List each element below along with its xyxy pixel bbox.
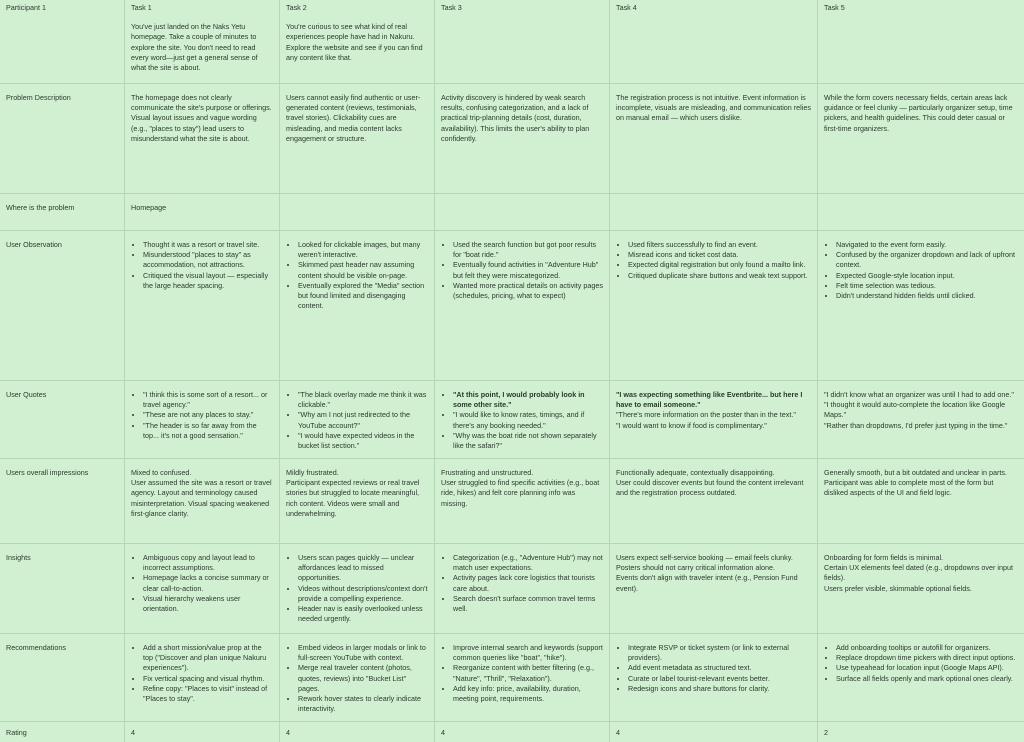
quote-line: "I thought it would auto-complete the location like Google Maps." <box>824 400 1006 420</box>
list-item: • Misunderstood "places to stay" as accommodation, not attractions. <box>143 250 273 270</box>
rating-value: 4 <box>125 722 280 742</box>
task-4-label: Task 4 <box>616 3 637 12</box>
list-item: • Expected digital registration but only found a mailto link. <box>628 260 811 270</box>
rating-value: 2 <box>824 728 828 737</box>
impressions-cell <box>125 459 280 543</box>
observation-cell <box>125 231 280 380</box>
row-label-observation: User Observation <box>0 231 125 380</box>
observation-cell <box>610 231 818 380</box>
list-item: • Misread icons and ticket cost data. <box>628 250 811 260</box>
list-item: • Looked for clickable images, but many weren't interactive. <box>298 240 428 260</box>
list-item: • Surface all fields openly and mark optional ones clearly. <box>836 674 1018 684</box>
row-label-quotes: User Quotes <box>0 381 125 458</box>
insights-cell <box>280 544 435 633</box>
list-item: • Add event metadata as structured text. <box>628 663 811 673</box>
task-2-prompt: You're curious to see what kind of real experiences people have had in Nakuru. Explore the website and see if you can find any content like that. <box>286 22 423 62</box>
insight-line: Certain UX elements feel dated (e.g., dropdowns over input fields). <box>824 563 1013 583</box>
task-1-header <box>125 0 280 83</box>
quote-line: "I would want to know if food is complimentary." <box>616 420 767 430</box>
task-2-label: Task 2 <box>286 3 307 12</box>
impression-summary: Frustrating and unstructured. <box>441 468 534 477</box>
list-item: • Used filters successfully to find an event. <box>628 240 811 250</box>
where-cell <box>610 194 818 230</box>
list-item: • Integrate RSVP or ticket system (or link to external providers). <box>628 643 811 663</box>
where-cell: Homepage <box>125 194 280 230</box>
quote-line: "Rather than dropdowns, I'd prefer just typing in the time." <box>824 420 1008 430</box>
rating-row <box>0 722 1024 742</box>
list-item: • Header nav is easily overlooked unless needed urgently. <box>298 604 428 624</box>
list-item: • Eventually found activities in "Adventure Hub" but felt they were miscategorized. <box>453 260 603 280</box>
insight-line: Onboarding for form fields is minimal. <box>824 553 944 562</box>
task-2-header <box>280 0 435 83</box>
impressions-cell <box>818 459 1024 543</box>
list-item: • Thought it was a resort or travel site. <box>143 240 273 250</box>
row-label-insights: Insights <box>0 544 125 633</box>
list-item: • Confused by the organizer dropdown and lack of upfront context. <box>836 250 1018 270</box>
impression-detail: User assumed the site was a resort or travel agency. Layout and terminology caused misinterpretation. Visual spacing weakened first-glance clarity. <box>131 478 272 518</box>
insight-line: Posters should not carry critical information alone. <box>616 563 775 573</box>
list-item: • Use typeahead for location input (Google Maps API). <box>836 663 1018 673</box>
impression-detail: User could discover events but found the content irrelevant and the registration process outdated. <box>616 478 804 498</box>
list-item: • Fix vertical spacing and visual rhythm. <box>143 674 273 684</box>
problem-cell: Activity discovery is hindered by weak search results, confusing categorization, and a lack of practical trip-planning details (cost, duration, availability). This limits the user's ability to plan confidently. <box>435 84 610 193</box>
list-item: • Add a short mission/value prop at the top ("Discover and plan unique Nakuru experiences"). <box>143 643 273 674</box>
task-4-header <box>610 0 818 83</box>
impression-detail: User struggled to find specific activities (e.g., boat ride, hikes) and felt core planning info was missing. <box>441 478 600 508</box>
quotes-cell <box>435 381 610 458</box>
quotes-row <box>0 381 1024 459</box>
row-label-impressions: Users overall impressions <box>0 459 125 543</box>
insights-cell <box>125 544 280 633</box>
recommendations-cell <box>125 634 280 721</box>
list-item: • Critiqued the visual layout — especially the large header spacing. <box>143 271 273 291</box>
task-5-header <box>818 0 1024 83</box>
insights-cell <box>610 544 818 633</box>
recommendations-cell <box>818 634 1024 721</box>
header-row <box>0 0 1024 84</box>
list-item: • Merge real traveler content (photos, quotes, reviews) into "Bucket List" pages. <box>298 663 428 694</box>
insights-cell <box>818 544 1024 633</box>
quote-line <box>616 390 811 410</box>
list-item: • Categorization (e.g., "Adventure Hub") may not match user expectations. <box>453 553 603 573</box>
rating-value: 4 <box>280 722 435 742</box>
list-item: • Navigated to the event form easily. <box>836 240 1018 250</box>
task-1-label: Task 1 <box>131 3 152 12</box>
impression-detail: Participant was able to complete most of the form but disliked aspects of the UI and field logic. <box>824 478 994 498</box>
impressions-cell <box>280 459 435 543</box>
list-item: • Redesign icons and share buttons for clarity. <box>628 684 811 694</box>
list-item: • Rework hover states to clearly indicate interactivity. <box>298 694 428 714</box>
list-item: • Felt time selection was tedious. <box>836 281 1018 291</box>
impression-summary: Generally smooth, but a bit outdated and unclear in parts. <box>824 468 1007 477</box>
list-item: • "Why was the boat ride not shown separately like the safari?" <box>453 431 603 451</box>
row-label-rating: Rating <box>0 722 125 742</box>
task-3-header <box>435 0 610 83</box>
observation-cell <box>818 231 1024 380</box>
recommendations-cell <box>610 634 818 721</box>
list-item: • "The black overlay made me think it was clickable." <box>298 390 428 410</box>
list-item: • Critiqued duplicate share buttons and weak text support. <box>628 271 811 281</box>
problem-cell: The registration process is not intuitive. Event information is incomplete, visuals are misleading, and communication relies on manual email — which users dislike. <box>610 84 818 193</box>
impression-detail: Participant expected reviews or real travel stories but struggled to locate meaningful, rich content. Videos were small and underwhelming. <box>286 478 420 518</box>
row-label-where: Where is the problem <box>0 194 125 230</box>
key-quote: "I was expecting something like Eventbrite... but here I have to email someone." <box>616 390 803 410</box>
where-row <box>0 194 1024 231</box>
impression-summary: Mixed to confused. <box>131 468 192 477</box>
list-item: • Expected Google-style location input. <box>836 271 1018 281</box>
list-item: • Skimmed past header nav assuming content should be visible on-page. <box>298 260 428 280</box>
rating-value: 4 <box>435 722 610 742</box>
quotes-cell <box>610 381 818 458</box>
problem-cell: The homepage does not clearly communicate the site's purpose or offerings. Visual layout issues and vague wording (e.g., "places to stay") lead users to misunderstand what the site is about. <box>125 84 280 193</box>
list-item: • "I think this is some sort of a resort... or travel agency." <box>143 390 273 410</box>
insight-line: Users prefer visible, skimmable optional fields. <box>824 583 972 593</box>
recommendations-cell <box>435 634 610 721</box>
list-item: • Search doesn't surface common travel terms well. <box>453 594 603 614</box>
row-label-recommendations: Recommendations <box>0 634 125 721</box>
task-1-prompt: You've just landed on the Naks Yetu homepage. Take a couple of minutes to explore the site. You don't need to read every word—just get a general sense of what the site is about. <box>131 22 258 73</box>
impression-summary: Mildly frustrated. <box>286 468 339 477</box>
insight-line: Events don't align with traveler intent (e.g., Pension Fund event). <box>616 573 798 593</box>
problem-cell: Users cannot easily find authentic or user-generated content (reviews, testimonials, travel stories). Clickability cues are misleading, and media content lacks engagement or structure. <box>280 84 435 193</box>
list-item: • Replace dropdown time pickers with direct input options. <box>836 653 1018 663</box>
list-item: • Improve internal search and keywords (support common queries like "boat", "hike"). <box>453 643 603 663</box>
impressions-cell <box>435 459 610 543</box>
impressions-cell <box>610 459 818 543</box>
list-item: • Didn't understand hidden fields until clicked. <box>836 291 1018 301</box>
list-item: • Ambiguous copy and layout lead to incorrect assumptions. <box>143 553 273 573</box>
list-item: • Eventually explored the "Media" section but found limited and disengaging content. <box>298 281 428 312</box>
list-item: • "These are not any places to stay." <box>143 410 273 420</box>
list-item: • "I would have expected videos in the bucket list section." <box>298 431 428 451</box>
list-item: • Refine copy: "Places to visit" instead of "Places to stay". <box>143 684 273 704</box>
insights-row <box>0 544 1024 634</box>
where-cell <box>280 194 435 230</box>
list-item: • Visual hierarchy weakens user orientation. <box>143 594 273 614</box>
quotes-cell <box>818 381 1024 458</box>
recommendations-cell <box>280 634 435 721</box>
list-item: • "The header is so far away from the top... it's not a good sensation." <box>143 421 273 441</box>
list-item: • Videos without descriptions/context don't provide a compelling experience. <box>298 584 428 604</box>
insight-line: Users expect self-service booking — email feels clunky. <box>616 553 793 562</box>
list-item: • Users scan pages quickly — unclear affordances lead to missed opportunities. <box>298 553 428 584</box>
list-item: • "Why am I not just redirected to the YouTube account?" <box>298 410 428 430</box>
list-item: • Add onboarding tooltips or autofill for organizers. <box>836 643 1018 653</box>
list-item: • Used the search function but got poor results for "boat ride." <box>453 240 603 260</box>
list-item: • Wanted more practical details on activity pages (schedules, pricing, what to expect) <box>453 281 603 301</box>
list-item: • Reorganize content with better filtering (e.g., "Nature", "Thrill", "Relaxation"). <box>453 663 603 683</box>
where-cell <box>435 194 610 230</box>
rating-value: 4 <box>610 722 818 742</box>
list-item: • Embed videos in larger modals or link to full-screen YouTube with context. <box>298 643 428 663</box>
key-quote: "At this point, I would probably look in some other site." <box>453 390 585 410</box>
recommendations-row <box>0 634 1024 722</box>
observation-row <box>0 231 1024 381</box>
quote-line: "I didn't know what an organizer was until I had to add one." <box>824 390 1014 399</box>
list-item: • Curate or label tourist-relevant events better. <box>628 674 811 684</box>
task-3-label: Task 3 <box>441 3 462 12</box>
quote-line: "There's more information on the poster than in the text." <box>616 410 796 420</box>
quotes-cell <box>125 381 280 458</box>
row-label-problem: Problem Description <box>0 84 125 193</box>
list-item: • Add key info: price, availability, duration, meeting point, requirements. <box>453 684 603 704</box>
list-item: • Activity pages lack core logistics that tourists care about. <box>453 573 603 593</box>
insights-cell <box>435 544 610 633</box>
observation-cell <box>435 231 610 380</box>
task-5-label: Task 5 <box>824 3 845 12</box>
list-item: • Homepage lacks a concise summary or clear call-to-action. <box>143 573 273 593</box>
list-item <box>453 390 603 410</box>
participant-label: Participant 1 <box>0 0 125 83</box>
impression-summary: Functionally adequate, contextually disappointing. <box>616 468 775 477</box>
list-item: • "I would like to know rates, timings, and if there's any booking needed." <box>453 410 603 430</box>
impressions-row <box>0 459 1024 544</box>
where-cell <box>818 194 1024 230</box>
observation-cell <box>280 231 435 380</box>
problem-cell: While the form covers necessary fields, certain areas lack guidance or feel clunky — particularly organizer setup, time pickers, and health guidelines. This could deter casual or first-time organizers. <box>824 93 1013 133</box>
problem-row <box>0 84 1024 194</box>
quotes-cell <box>280 381 435 458</box>
